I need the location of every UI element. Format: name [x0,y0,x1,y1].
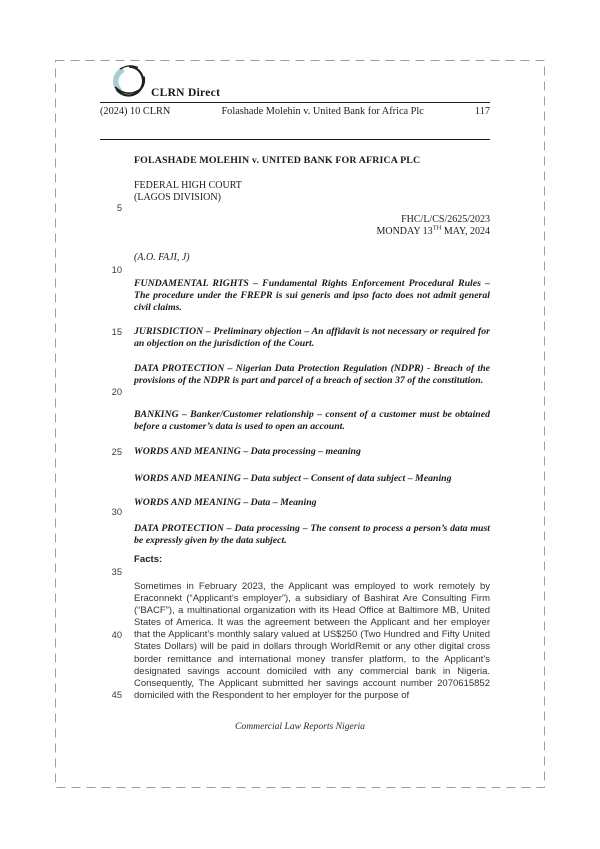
brand-title: CLRN Direct [151,87,221,99]
court-block [134,180,490,204]
court-name: FEDERAL HIGH COURT [134,180,242,191]
facts-heading: Facts: [134,554,163,565]
clrn-swirl-logo-icon [110,62,148,100]
court-division: (LAGOS DIVISION) [134,192,221,203]
line-number: 30 [111,507,122,517]
hearing-date [134,226,490,238]
headnote-fundamental-rights: FUNDAMENTAL RIGHTS – Fundamental Rights Enforcement Procedural Rules – The procedure under the FREPR is sui generis and ipso facto does not admit general civil claims. [134,278,490,313]
headnote-words-data: WORDS AND MEANING – Data – Meaning [134,497,317,508]
header-citation: (2024) 10 CLRN [100,106,171,117]
hearing-date-ordinal: TH [432,224,442,232]
running-header [100,106,490,117]
case-meta-block [134,214,490,238]
case-title: FOLASHADE MOLEHIN v. UNITED BANK FOR AFRICA PLC [134,155,421,166]
headnote-jurisdiction: JURISDICTION – Preliminary objection – An affidavit is not necessary or required for an objection on the jurisdiction of the Court. [134,326,490,349]
headnote-banking: BANKING – Banker/Customer relationship – consent of a customer must be obtained before a customer’s data is used to open an account. [134,409,490,432]
line-number: 45 [111,690,122,700]
header-page-number: 117 [474,106,490,117]
line-number: 10 [111,265,122,275]
line-number: 5 [116,203,122,213]
line-number: 20 [111,387,122,397]
facts-paragraph: Sometimes in February 2023, the Applicant was employed to work remotely by Eraconnekt (“Applicant’s employer”), a subsidiary of Bashirat Are Consulting Firm (“BACF”), a multinational organization with its Head Office at Baltimore MB, United States of America. It was the agreement between the Applicant and her employer that the Applicant’s monthly salary valued at US$250 (Two Hundred and Fifty United States Dollars) will be paid in dollars through WorldRemit or any other digital cross border remittance and international money transfer platform, to the Applicant’s designated savings account domiciled with any commercial bank in Nigeria. Consequently, The Applicant submitted her savings account number 2070615852 domiciled with the Respondent to her employer for the purpose of [134,581,490,701]
line-number: 15 [111,327,122,337]
headnote-data-protection-consent: DATA PROTECTION – Data processing – The consent to process a person’s data must be expressly given by the data subject. [134,523,490,546]
header-rule-top [100,102,490,103]
line-number: 40 [111,630,122,640]
header-running-title: Folashade Molehin v. United Bank for Africa Plc [221,106,424,117]
headnote-words-data-processing: WORDS AND MEANING – Data processing – meaning [134,446,361,457]
suit-number: FHC/L/CS/2625/2023 [401,214,490,225]
line-number: 35 [111,567,122,577]
hearing-date-prefix: MONDAY 13 [376,226,433,237]
footer-publication-name: Commercial Law Reports Nigeria [235,721,365,732]
headnote-words-data-subject: WORDS AND MEANING – Data subject – Consent of data subject – Meaning [134,473,452,484]
headnote-data-protection-ndpr: DATA PROTECTION – Nigerian Data Protection Regulation (NDPR) - Breach of the provisions of the NDPR is part and parcel of a breach of section 37 of the constitution. [134,363,490,386]
line-number: 25 [111,447,122,457]
hearing-date-suffix: MAY, 2024 [441,226,490,237]
header-rule-bottom [100,139,490,140]
judge-name: (A.O. FAJI, J) [134,252,190,263]
